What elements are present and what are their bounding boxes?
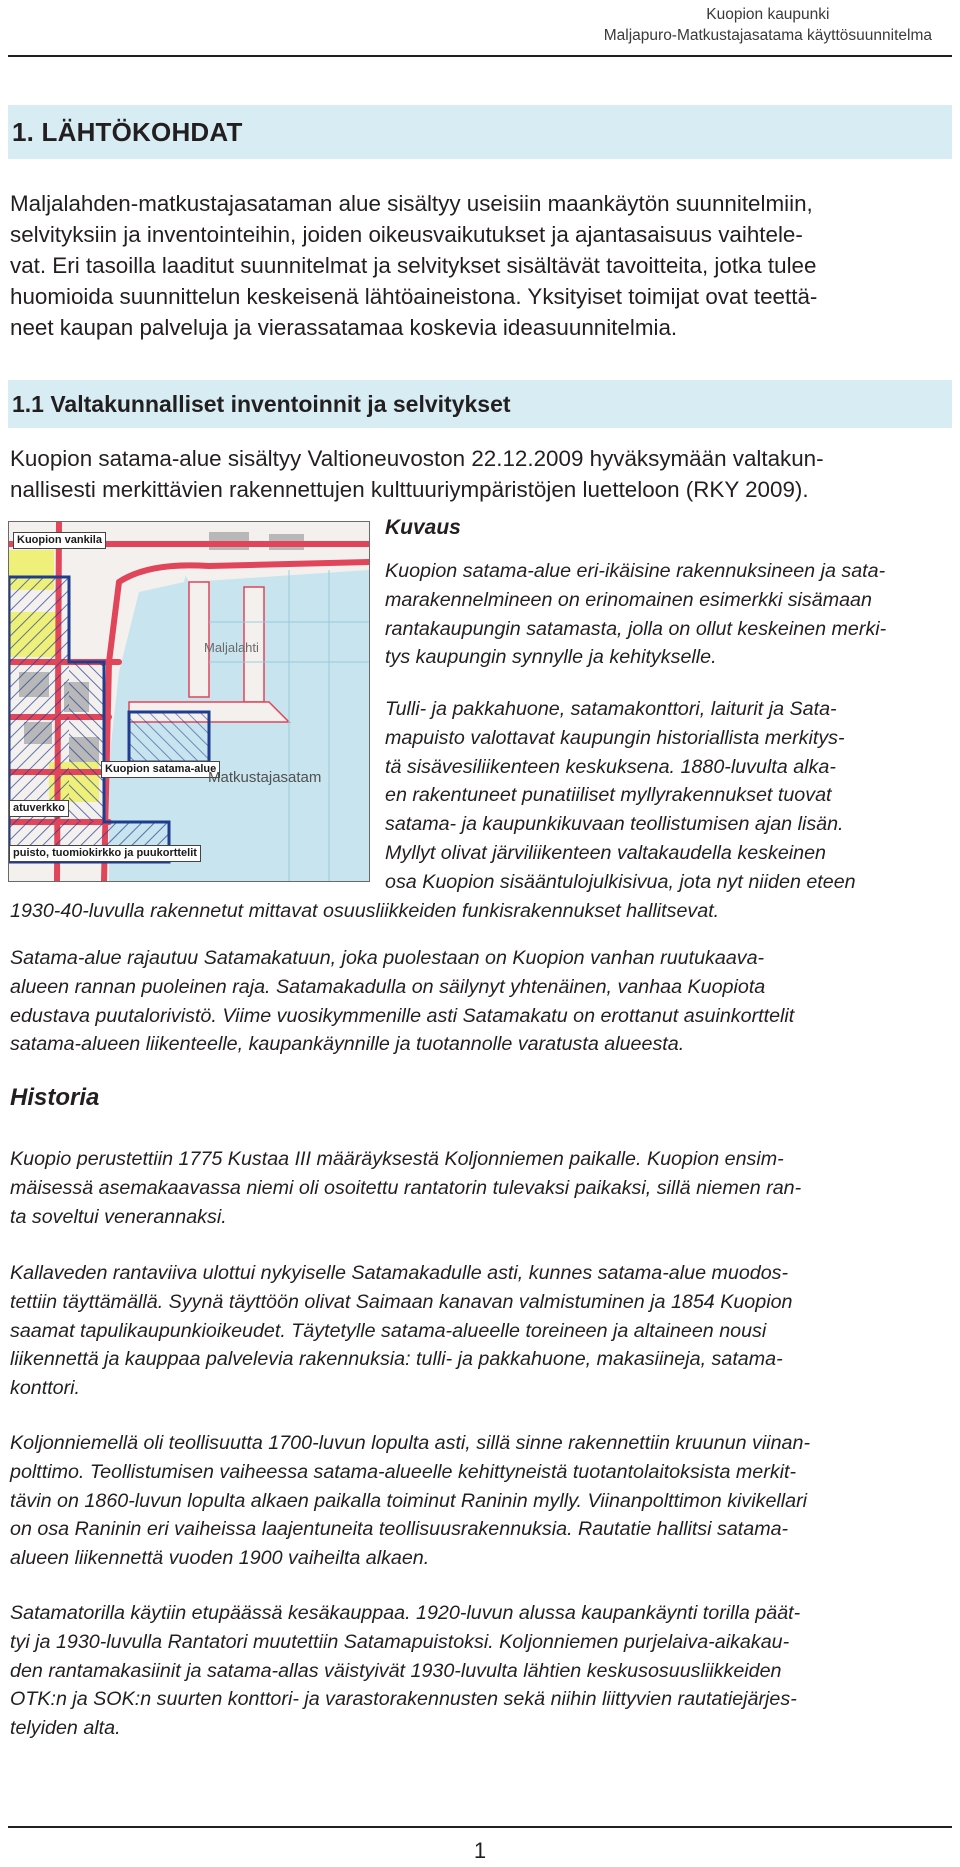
text-line: telyiden alta. — [10, 1717, 121, 1740]
text-line: Satamatorilla käytiin etupäässä kesäkauppaa. 1920-luvun alussa kaupankäynti torilla päät- — [10, 1602, 801, 1624]
header-document-title: Maljapuro-Matkustajasatama käyttösuunnitelma — [603, 27, 932, 44]
map-label-maljalahti: Maljalahti — [204, 640, 259, 655]
text-line: en rakentuneet punatiiliset myllyrakennukset tuovat — [385, 784, 832, 807]
header-rule — [8, 55, 952, 57]
text-line: rantakaupungin satamasta, jolla on ollut keskeinen merki- — [385, 617, 887, 640]
chapter-title: 1. LÄHTÖKOHDAT — [12, 116, 243, 147]
running-header — [604, 4, 932, 46]
section-title: 1.1 Valtakunnalliset inventoinnit ja selvitykset — [12, 390, 511, 417]
chapter-heading-bar — [8, 105, 952, 159]
text-line: marakennelmineen on erinomainen esimerkki sisämaan — [385, 588, 872, 611]
text-line: Kallaveden rantaviiva ulottui nykyiselle Satamakadulle asti, kunnes satama-alue muodos- — [10, 1262, 789, 1284]
text-line: OTK:n ja SOK:n suurten konttori- ja varastorakennusten sekä niihin liittyvien rautatiejärjes- — [10, 1688, 797, 1711]
header-organization: Kuopion kaupunki — [706, 6, 830, 23]
text-line: mäisessä asemakaavassa niemi oli osoitettu rantatorin tulevaksi paikaksi, sillä niemen ran- — [10, 1176, 802, 1199]
text-line: Kuopion satama-alue sisältyy Valtioneuvoston 22.12.2009 hyväksymään valtakun- — [10, 446, 824, 471]
text-line: satama-alueen liikenteelle, kaupankäynnille ja tuotannolle varatusta alueesta. — [10, 1033, 685, 1056]
text-line: alueen liikennettä vuoden 1900 vaiheilta alkaen. — [10, 1547, 430, 1570]
text-line: saamat tapulikaupunkioikeudet. Täytetylle satama-alueelle toreineen ja altaineen nousi — [10, 1319, 767, 1342]
text-line: Kuopion satama-alue eri-ikäisine rakennuksineen ja sata- — [385, 560, 886, 582]
footer-rule — [8, 1826, 952, 1828]
map-label-satama-alue: Kuopion satama-alue — [101, 761, 220, 778]
map-label-puisto: puisto, tuomiokirkko ja puukorttelit — [9, 845, 201, 862]
text-line: Koljonniemellä oli teollisuutta 1700-luvun lopulta asti, sillä sinne rakennettiin kruunun viinan- — [10, 1432, 811, 1454]
text-line: satama- ja kaupunkikuvaan teollistumisen ajan lisän. — [385, 813, 844, 836]
text-line: Maljalahden-matkustajasataman alue sisältyy useisiin maankäytön suunnitelmiin, — [10, 191, 813, 216]
text-line: Kuopio perustettiin 1775 Kustaa III määräyksestä Koljonniemen paikalle. Kuopion ensim- — [10, 1148, 784, 1170]
historia-heading: Historia — [10, 1084, 100, 1111]
historia-paragraph-2 — [10, 1259, 792, 1403]
text-line: tä sisävesiliikenteen keskuksena. 1880-luvulta alka- — [385, 755, 836, 778]
text-line: Satama-alue rajautuu Satamakatuun, joka puolestaan on Kuopion vanhan ruutukaava- — [10, 947, 765, 969]
kuvaus-paragraph-3 — [10, 944, 794, 1059]
text-line: osa Kuopion sisääntulojulkisivua, jota nyt niiden eteen — [385, 870, 856, 893]
text-line: huomioida suunnittelun keskeisenä lähtöaineistona. Yksityiset toimijat ovat teettä- — [10, 284, 818, 309]
text-line: neet kaupan palveluja ja vierassatamaa koskevia ideasuunnitelmia. — [10, 315, 678, 340]
text-line: polttimo. Teollistumisen vaiheessa satama-alueelle kehittyneistä tuotantolaitoksista merkit- — [10, 1460, 797, 1483]
historia-paragraph-4 — [10, 1599, 800, 1743]
text-line: on osa Raninin eri vaiheissa laajentuneita teollisuusrakennuksia. Rautatie hallitsi satama- — [10, 1518, 789, 1541]
section-heading-bar — [8, 380, 952, 428]
text-line: ta soveltui venerannaksi. — [10, 1205, 227, 1228]
text-line: liikennettä ja kauppaa palvelevia rakennuksia: tulli- ja pakkahuone, makasiineja, satama- — [10, 1348, 783, 1371]
text-line: Tulli- ja pakkahuone, satamakonttori, laiturit ja Sata- — [385, 698, 837, 720]
intro-paragraph — [10, 188, 817, 343]
text-line: selvityksiin ja inventointeihin, joiden oikeusvaikutukset ja ajantasaisuus vaihtele- — [10, 222, 803, 247]
text-line: mapuisto valottavat kaupungin historiallista merkitys- — [385, 726, 845, 749]
map-label-matkustajasatama: Matkustajasatam — [208, 769, 322, 786]
kuvaus-paragraph-2 — [385, 695, 856, 897]
historia-paragraph-1 — [10, 1145, 801, 1231]
map-label-katuverkko: atuverkko — [9, 800, 69, 817]
text-line: alueen rannan puoleinen raja. Satamakadulla on säilynyt yhtenäinen, vanhaa Kuopiota — [10, 975, 766, 998]
text-line: tyi ja 1930-luvulla Rantatori muutettiin Satamapuistoksi. Koljonniemen purjelaiva-aikakau- — [10, 1630, 790, 1653]
text-line: vat. Eri tasoilla laaditut suunnitelmat ja selvitykset sisältävät tavoitteita, jotka tulee — [10, 253, 817, 278]
historia-paragraph-3 — [10, 1429, 810, 1573]
map-label-vankila: Kuopion vankila — [13, 532, 106, 549]
section-intro-paragraph — [10, 443, 824, 505]
text-line: tettiin täyttämällä. Syynä täyttöön olivat Saimaan kanavan valmistuminen ja 1854 Kuopion — [10, 1290, 793, 1313]
text-line: Myllyt olivat järviliikenteen valtakaudella keskeinen — [385, 841, 826, 864]
map-graphic — [9, 522, 369, 881]
page-number: 1 — [473, 1838, 487, 1863]
rky-map-figure — [8, 521, 370, 882]
text-line: tävin on 1860-luvun lopulta alkaen paikalla toiminut Raninin mylly. Viinanpolttimon kivikellari — [10, 1489, 808, 1512]
text-line: den rantamakasiinit ja satama-allas väistyivät 1930-luvulta lähtien keskusosuusliikkeiden — [10, 1659, 782, 1682]
text-line: nallisesti merkittävien rakennettujen kulttuuriympäristöjen luetteloon (RKY 2009). — [10, 477, 809, 502]
text-line: konttori. — [10, 1377, 81, 1400]
kuvaus-paragraph-2-continuation — [10, 897, 719, 926]
text-line: 1930-40-luvulla rakennetut mittavat osuusliikkeiden funkisrakennukset hallitsevat. — [10, 900, 720, 922]
text-line: tys kaupungin synnylle ja kehitykselle. — [385, 646, 717, 669]
text-line: edustava puutalorivistö. Viime vuosikymmenille asti Satamakatu on erottanut asuinkorttelit — [10, 1004, 795, 1027]
kuvaus-heading: Kuvaus — [385, 516, 461, 539]
kuvaus-paragraph-1 — [385, 557, 886, 672]
